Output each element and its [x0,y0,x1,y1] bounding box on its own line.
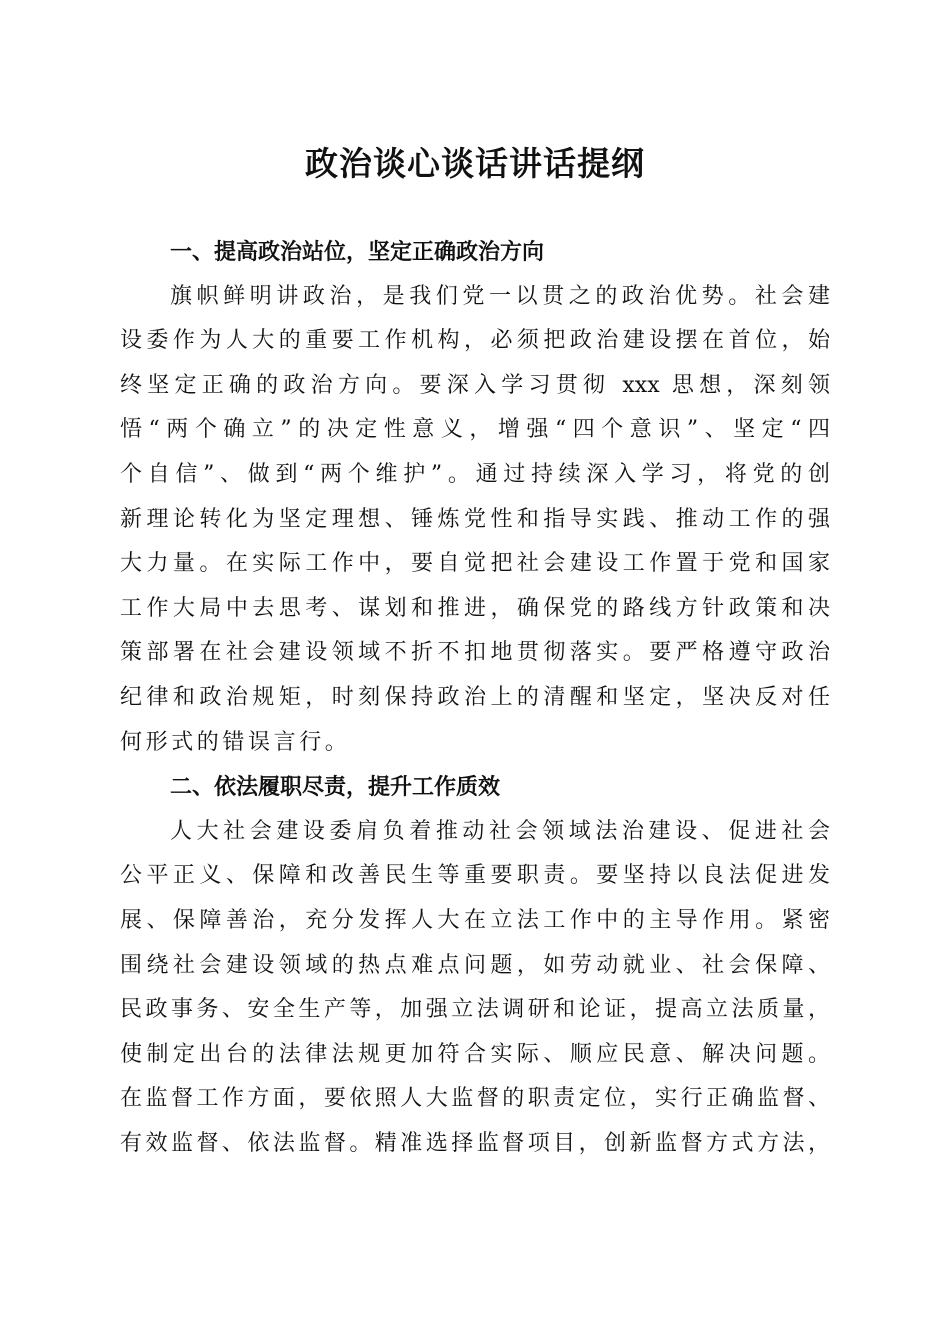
paragraph-line: 围绕社会建设领域的热点难点问题，如劳动就业、社会保障、 [120,952,830,978]
paragraph-line: 民政事务、安全生产等，加强立法调研和论证，提高立法质量， [120,997,830,1023]
paragraph-line: 在监督工作方面，要依照人大监督的职责定位，实行正确监督、 [120,1086,830,1112]
paragraph [120,275,830,766]
paragraph-line: 有效监督、依法监督。精准选择监督项目，创新监督方式方法， [120,1130,830,1156]
paragraph-line: 终坚定正确的政治方向。要深入学习贯彻 xxx 思想，深刻领 [120,372,830,398]
paragraph-line: 人大社会建设委肩负着推动社会领域法治建设、促进社会 [170,818,830,844]
paragraph-line: 纪律和政治规矩，时刻保持政治上的清醒和坚定，坚决反对任 [120,684,830,710]
paragraph-line: 个自信”、做到“两个维护”。通过持续深入学习，将党的创 [120,461,830,487]
paragraph-line: 展、保障善治，充分发挥人大在立法工作中的主导作用。紧密 [120,907,830,933]
paragraph-line: 旗帜鲜明讲政治，是我们党一以贯之的政治优势。社会建 [170,283,830,309]
paragraph-line: 大力量。在实际工作中，要自觉把社会建设工作置于党和国家 [120,551,830,577]
document-title: 政治谈心谈话讲话提纲 [305,144,645,183]
paragraph [120,810,830,1167]
paragraph-line: 公平正义、保障和改善民生等重要职责。要坚持以良法促进发 [120,863,830,889]
paragraph-line: 悟“两个确立”的决定性意义，增强“四个意识”、坚定“四 [120,417,830,443]
section-heading: 二、依法履职尽责，提升工作质效 [170,774,501,801]
document-body [120,230,830,1166]
paragraph-line: 何形式的错误言行。 [120,729,351,755]
paragraph-line: 工作大局中去思考、谋划和推进，确保党的路线方针政策和决 [120,595,830,621]
paragraph-line: 新理论转化为坚定理想、锤炼党性和指导实践、推动工作的强 [120,506,830,532]
section-heading: 一、提高政治站位，坚定正确政治方向 [170,239,545,265]
paragraph-line: 设委作为人大的重要工作机构，必须把政治建设摆在首位，始 [120,328,830,354]
paragraph-line: 策部署在社会建设领域不折不扣地贯彻落实。要严格遵守政治 [120,640,830,666]
paragraph-line: 使制定出台的法律法规更加符合实际、顺应民意、解决问题。 [120,1041,830,1067]
